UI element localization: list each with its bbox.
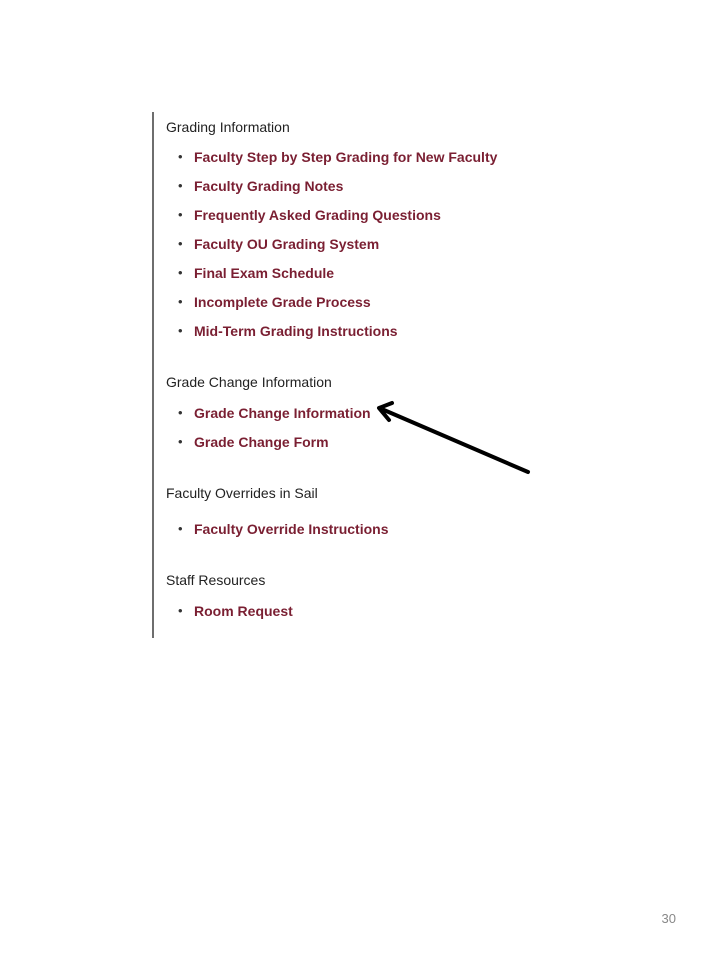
- bullet: •: [178, 236, 183, 251]
- bullet: •: [178, 207, 183, 222]
- link-grade-change-information[interactable]: Grade Change Information: [194, 405, 371, 421]
- section-heading-grade-change-information: Grade Change Information: [166, 374, 332, 390]
- page-number: 30: [661, 911, 676, 926]
- resource-links-panel: [152, 112, 574, 638]
- pointer-arrow-icon: [370, 398, 540, 488]
- link-grade-change-form[interactable]: Grade Change Form: [194, 434, 329, 450]
- section-heading-staff-resources: Staff Resources: [166, 572, 266, 588]
- bullet: •: [178, 178, 183, 193]
- link-frequently-asked-grading-questions[interactable]: Frequently Asked Grading Questions: [194, 207, 441, 223]
- bullet: •: [178, 603, 183, 618]
- bullet: •: [178, 323, 183, 338]
- link-faculty-step-by-step-grading[interactable]: Faculty Step by Step Grading for New Faculty: [194, 149, 498, 165]
- link-faculty-grading-notes[interactable]: Faculty Grading Notes: [194, 178, 344, 194]
- section-heading-faculty-overrides: Faculty Overrides in Sail: [166, 485, 318, 501]
- link-faculty-ou-grading-system[interactable]: Faculty OU Grading System: [194, 236, 380, 252]
- link-final-exam-schedule[interactable]: Final Exam Schedule: [194, 265, 335, 281]
- link-mid-term-grading-instructions[interactable]: Mid-Term Grading Instructions: [194, 323, 398, 339]
- section-heading-grading-information: Grading Information: [166, 119, 290, 135]
- link-incomplete-grade-process[interactable]: Incomplete Grade Process: [194, 294, 371, 310]
- link-faculty-override-instructions[interactable]: Faculty Override Instructions: [194, 521, 389, 537]
- bullet: •: [178, 434, 183, 449]
- link-room-request[interactable]: Room Request: [194, 603, 293, 619]
- bullet: •: [178, 149, 183, 164]
- bullet: •: [178, 405, 183, 420]
- bullet: •: [178, 265, 183, 280]
- bullet: •: [178, 521, 183, 536]
- bullet: •: [178, 294, 183, 309]
